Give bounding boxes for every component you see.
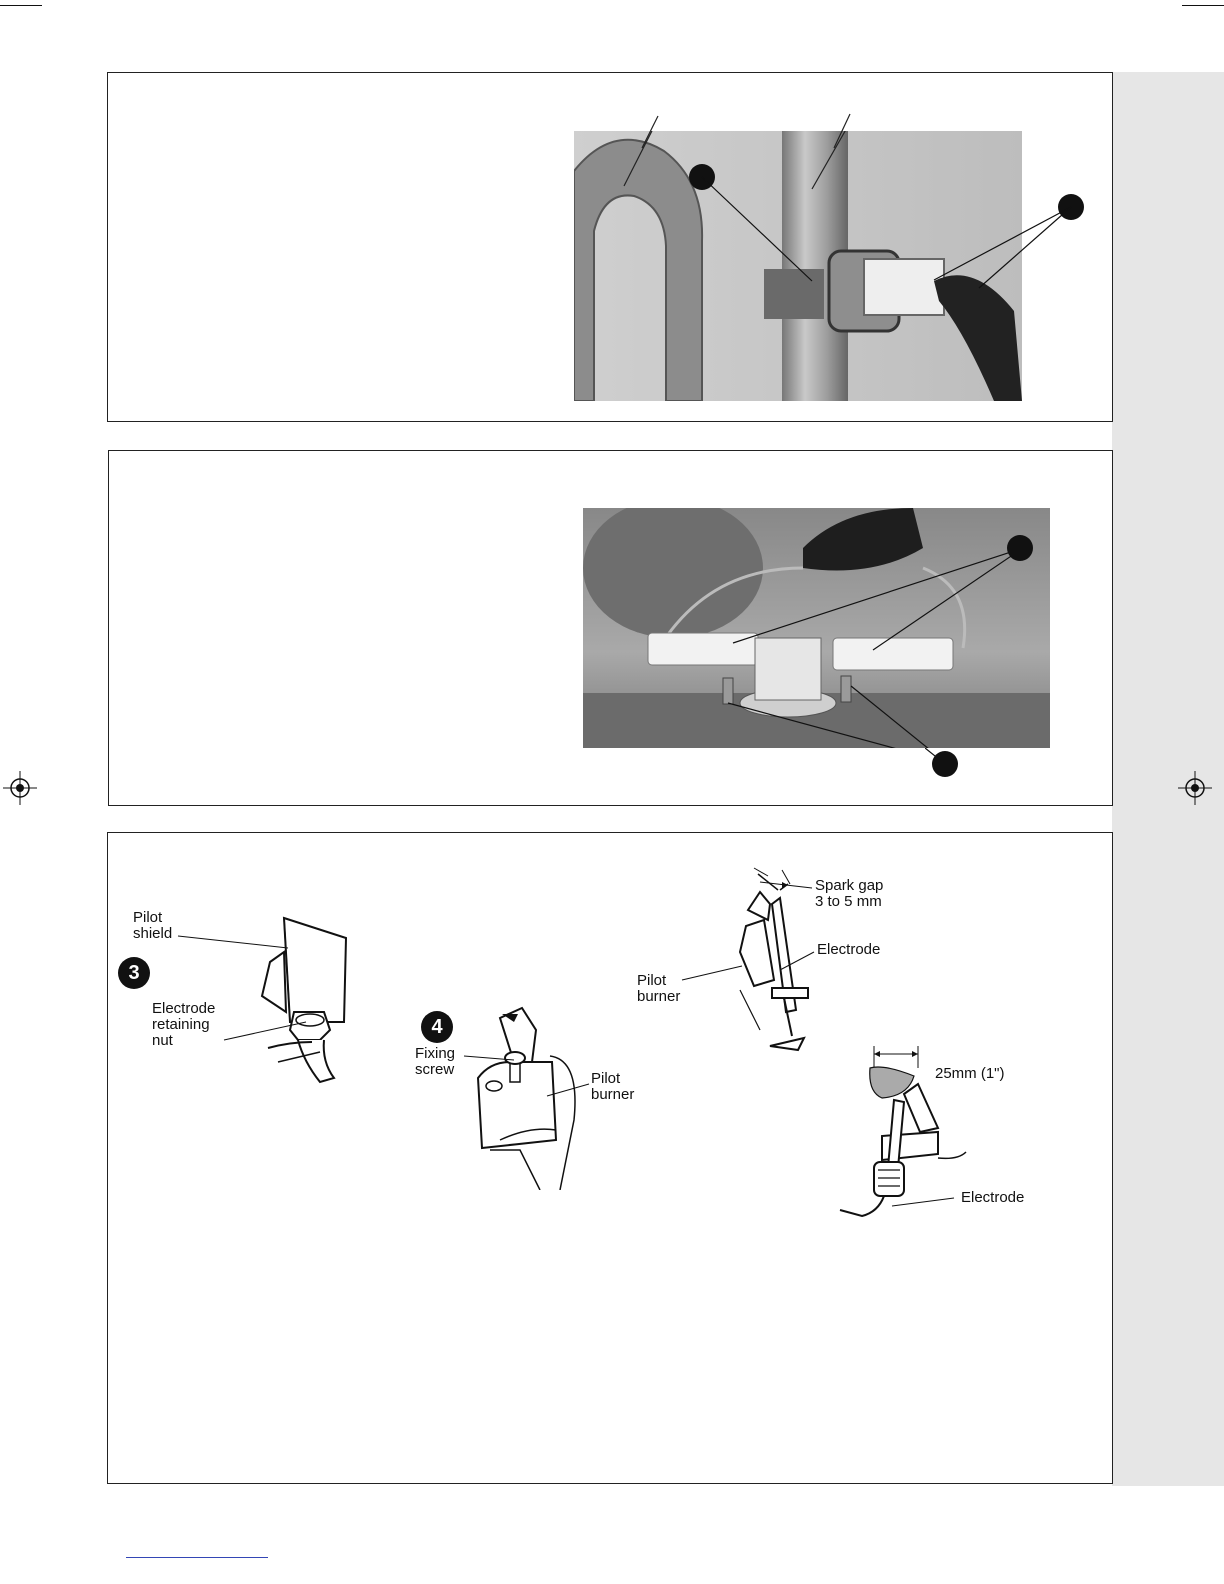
registration-mark-left xyxy=(3,771,37,805)
footer-line xyxy=(126,1557,268,1558)
label-pilot-shield: Pilot shield xyxy=(133,909,173,942)
leader-retaining-nut xyxy=(222,1016,312,1046)
step-4-badge xyxy=(421,1011,453,1043)
leader-electrode-bottom xyxy=(890,1194,960,1214)
step-4-number: 4 xyxy=(431,1016,443,1038)
step-3-badge xyxy=(118,957,150,989)
step-3-number: 3 xyxy=(128,962,140,984)
photo-overheat-thermostat xyxy=(583,508,1050,748)
label-fixing-screw: Fixing screw xyxy=(415,1045,456,1078)
leader-pilot-burner-4 xyxy=(545,1082,595,1102)
leader-pilot-burner-right xyxy=(680,960,750,990)
leader-electrode-top xyxy=(778,948,818,978)
panel2-bottom-marker xyxy=(925,748,965,788)
panel1-leaders xyxy=(574,100,1094,320)
label-electrode-retaining-nut: Electrode retaining nut xyxy=(152,1000,216,1049)
label-spark-gap: Spark gap 3 to 5 mm xyxy=(815,877,884,910)
crop-mark-top-left xyxy=(0,5,42,6)
registration-mark-right xyxy=(1178,771,1212,805)
label-pilot-burner-right: Pilot burner xyxy=(637,972,681,1005)
label-flame-length: 25mm (1") xyxy=(935,1065,1005,1082)
leader-fixing-screw xyxy=(462,1050,522,1070)
leader-spark-gap xyxy=(758,868,818,896)
label-pilot-burner-step4: Pilot burner xyxy=(591,1070,635,1103)
label-electrode-top: Electrode xyxy=(817,941,881,958)
label-electrode-bottom: Electrode xyxy=(961,1189,1025,1206)
crop-mark-top-right xyxy=(1182,5,1224,6)
leader-pilot-shield xyxy=(176,930,296,960)
